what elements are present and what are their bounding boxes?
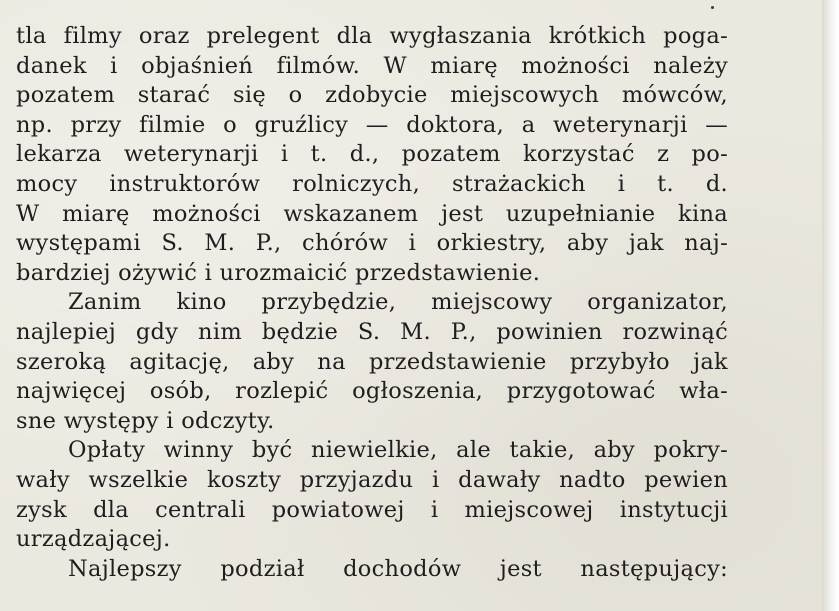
text-line: występami S. M. P., chórów i orkiestry, aby jak naj- (16, 230, 728, 257)
text-line: szeroką agitację, aby na przedstawienie przybyło jak (16, 348, 728, 375)
ink-speck (711, 6, 714, 9)
text-line: W miarę możności wskazanem jest uzupełnianie kina (16, 200, 728, 227)
text-line: bardziej ożywić i urozmaicić przedstawienie. (16, 259, 541, 286)
text-line: tla filmy oraz prelegent dla wygłaszania krótkich poga- (16, 23, 728, 49)
text-line: lekarza weterynarji i t. d., pozatem korzystać z po- (16, 141, 728, 168)
text-line: Najlepszy podział dochodów jest następujący: (68, 555, 728, 582)
text-line: Opłaty winny być niewielkie, ale takie, aby pokry- (68, 437, 728, 464)
text-line: Zanim kino przybędzie, miejscowy organizator, (68, 289, 728, 316)
body-text (16, 22, 728, 584)
text-line: danek i objaśnień filmów. W miarę możności należy (16, 52, 728, 79)
text-line: sne występy i odczyty. (16, 407, 275, 434)
text-line: np. przy filmie o gruźlicy — doktora, a weterynarji — (16, 111, 728, 138)
text-line: najlepiej gdy nim będzie S. M. P., powinien rozwinąć (16, 318, 728, 345)
text-line: urządzającej. (16, 526, 171, 553)
text-line: wały wszelkie koszty przyjazdu i dawały nadto pewien (16, 466, 728, 493)
text-line: mocy instruktorów rolniczych, strażackich i t. d. (16, 170, 728, 197)
text-line: najwięcej osób, rozlepić ogłoszenia, przygotować wła- (16, 378, 728, 405)
text-line: zysk dla centrali powiatowej i miejscowej instytucji (16, 496, 728, 523)
text-line: pozatem starać się o zdobycie miejscowych mówców, (16, 82, 728, 109)
page-edge (822, 0, 839, 611)
